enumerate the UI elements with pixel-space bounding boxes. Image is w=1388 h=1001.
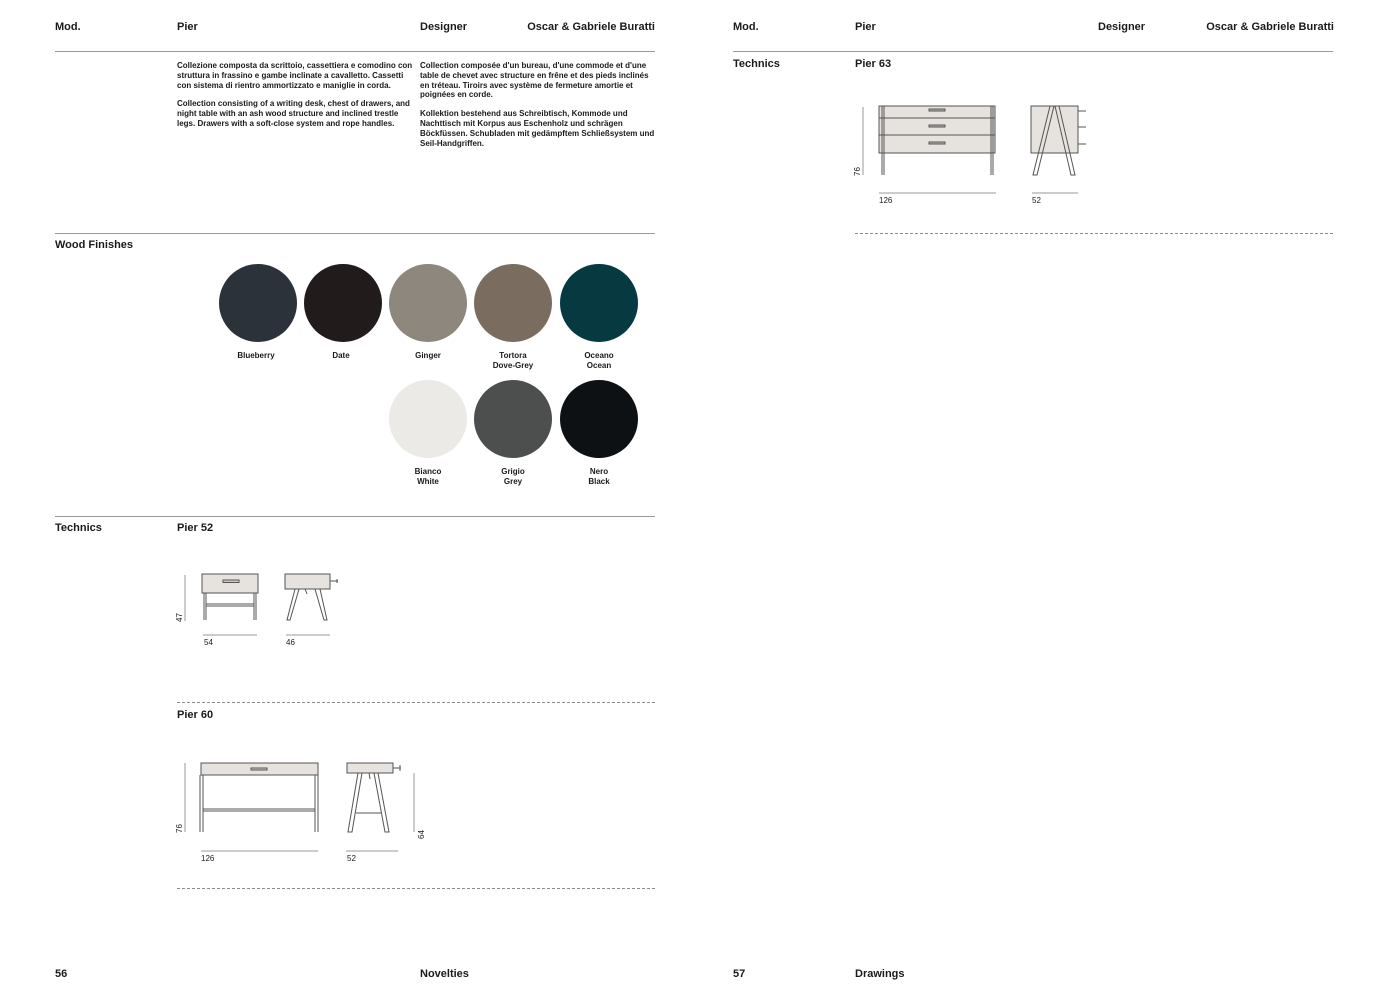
designer-label: Designer [420, 21, 468, 33]
swatch-label-ginger: Ginger [415, 351, 441, 360]
pier52-height-dim: 47 [175, 613, 184, 622]
mod-label: Mod. [733, 21, 759, 33]
swatch-label-nero: Nero Black [588, 467, 610, 486]
model-name: Pier [177, 21, 198, 33]
description-it-en [177, 61, 413, 138]
swatch-label-blueberry: Blueberry [237, 351, 275, 360]
swatch-ginger [389, 264, 467, 342]
pier60-height-dim: 76 [175, 824, 184, 833]
swatch-nero [560, 380, 638, 458]
mod-label: Mod. [55, 21, 81, 33]
pier63-dashed-rule [855, 233, 1333, 234]
swatch-date [304, 264, 382, 342]
swatch-tortora [474, 264, 552, 342]
description-fr-de [420, 61, 656, 157]
swatch-oceano [560, 264, 638, 342]
pier60-depth-dim: 52 [347, 854, 356, 863]
page-number: 57 [733, 968, 746, 980]
pier63-width-dim: 126 [879, 196, 893, 205]
designer-name: Oscar & Gabriele Buratti [527, 21, 655, 33]
pier52-depth-dim: 46 [286, 638, 295, 647]
technics-rule [55, 516, 655, 517]
pier52-dashed-rule [177, 702, 655, 703]
pier63-depth-dim: 52 [1032, 196, 1041, 205]
description-it: Collezione composta da scrittoio, cassettiera e comodino con struttura in frassino e gambe inclinate a cavalletto. Cassetti con sistema di rientro ammortizzato e maniglie in corda. [177, 61, 413, 90]
swatch-blueberry [219, 264, 297, 342]
pier60-title: Pier 60 [177, 709, 214, 721]
pier63-side-drawing [0, 0, 1, 1]
pier52-title: Pier 52 [177, 522, 214, 534]
designer-label: Designer [1098, 21, 1146, 33]
header-rule [733, 51, 1333, 52]
technics-label: Technics [733, 58, 780, 70]
pier60-depth-height-dim: 64 [417, 830, 426, 839]
swatch-label-bianco: Bianco White [414, 467, 442, 486]
page-number: 56 [55, 968, 68, 980]
description-en: Collection consisting of a writing desk, chest of drawers, and night table with an ash wood structure and inclined trestle legs. Drawers with a soft-close system and rope handles. [177, 99, 410, 128]
technics-label: Technics [55, 522, 102, 534]
swatch-label-date: Date [332, 351, 350, 360]
swatch-grigio [474, 380, 552, 458]
swatch-label-oceano: Oceano Ocean [584, 351, 614, 370]
description-de: Kollektion bestehend aus Schreibtisch, Kommode und Nachttisch mit Korpus aus Eschenholz und schrägen Böckfüssen. Schubladen mit gedämpftem Schließsystem und Seil-Handgriffen. [420, 109, 655, 148]
finishes-rule [55, 233, 655, 234]
swatch-bianco [389, 380, 467, 458]
section-name: Novelties [420, 968, 469, 980]
description-fr: Collection composée d'un bureau, d'une commode et d'une table de chevet avec structure en frêne et des pieds inclinés en tréteau. Tiroirs avec système de fermeture amortie et poignées en corde. [420, 61, 649, 100]
swatch-label-tortora: Tortora Dove-Grey [492, 351, 534, 370]
pier60-width-dim: 126 [201, 854, 215, 863]
swatch-label-grigio: Grigio Grey [501, 467, 525, 486]
section-name: Drawings [855, 968, 905, 980]
pier63-height-dim: 76 [853, 167, 862, 176]
header-rule [55, 51, 655, 52]
wood-finishes-label: Wood Finishes [55, 239, 134, 251]
model-name: Pier [855, 21, 876, 33]
designer-name: Oscar & Gabriele Buratti [1206, 21, 1334, 33]
pier52-width-dim: 54 [204, 638, 213, 647]
pier63-title: Pier 63 [855, 58, 892, 70]
pier60-dashed-rule [177, 888, 655, 889]
